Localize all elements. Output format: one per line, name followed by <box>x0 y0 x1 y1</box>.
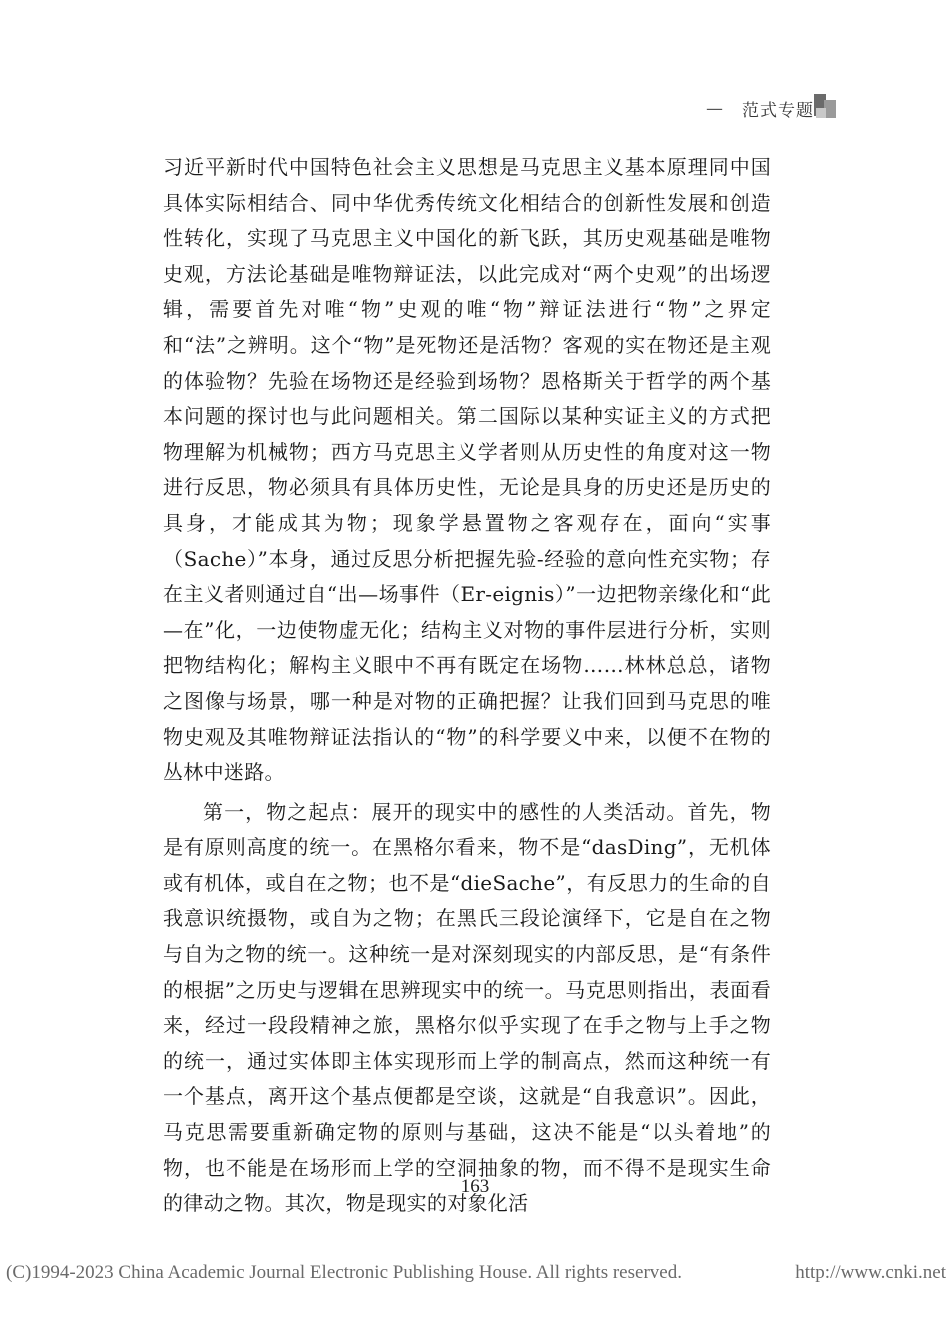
article-body <box>163 150 771 1222</box>
paragraph-1: 习近平新时代中国特色社会主义思想是马克思主义基本原理同中国具体实际相结合、同中华优秀传统文化相结合的创新性发展和创造性转化，实现了马克思主义中国化的新飞跃，其历史观基础是唯物史观，方法论基础是唯物辩证法，以此完成对“两个史观”的出场逻辑，需要首先对唯“物”史观的唯“物”辩证法进行“物”之界定和“法”之辨明。这个“物”是死物还是活物？客观的实在物还是主观的体验物？先验在场物还是经验到场物？恩格斯关于哲学的两个基本问题的探讨也与此问题相关。第二国际以某种实证主义的方式把物理解为机械物；西方马克思主义学者则从历史性的角度对这一物进行反思，物必须具有具体历史性，无论是具身的历史还是历史的具身，才能成其为物；现象学悬置物之客观存在，面向“实事（Sache）”本身，通过反思分析把握先验-经验的意向性充实物；存在主义者则通过自“出—场事件（Er-eignis）”一边把物亲缘化和“此—在”化，一边使物虚无化；结构主义对物的事件层进行分析，实则把物结构化；解构主义眼中不再有既定在场物……林林总总，诸物之图像与场景，哪一种是对物的正确把握？让我们回到马克思的唯物史观及其唯物辩证法指认的“物”的科学要义中来，以便不在物的丛林中迷路。 <box>163 155 771 785</box>
copyright-footer <box>6 1262 946 1284</box>
copyright-text: (C)1994-2023 China Academic Journal Electronic Publishing House. All rights reserved. <box>6 1262 682 1283</box>
section-title: 范式专题 <box>742 101 814 121</box>
paragraph-2: 第一，物之起点：展开的现实中的感性的人类活动。首先，物是有原则高度的统一。在黑格尔看来，物不是“dasDing”，无机体或有机体，或自在之物；也不是“dieSache”，有反思力的生命的自我意识统摄物，或自为之物；在黑氏三段论演绎下，它是自在之物与自为之物的统一。这种统一是对深刻现实的内部反思，是“有条件的根据”之历史与逻辑在思辨现实中的统一。马克思则指出，表面看来，经过一段段精神之旅，黑格尔似乎实现了在手之物与上手之物的统一，通过实体即主体实现形而上学的制高点，然而这种统一有一个基点，离开这个基点便都是空谈，这就是“自我意识”。因此，马克思需要重新确定物的原则与基础，这决不能是“以头着地”的物，也不能是在场形而上学的空洞抽象的物，而不得不是现实生命的律动之物。其次，物是现实的对象化活 <box>163 799 771 1216</box>
running-header <box>706 96 814 121</box>
header-dash: — <box>706 98 724 119</box>
cnki-url[interactable]: http://www.cnki.net <box>795 1262 946 1283</box>
page-number: 163 <box>460 1176 490 1197</box>
stacked-squares-icon <box>814 94 840 120</box>
